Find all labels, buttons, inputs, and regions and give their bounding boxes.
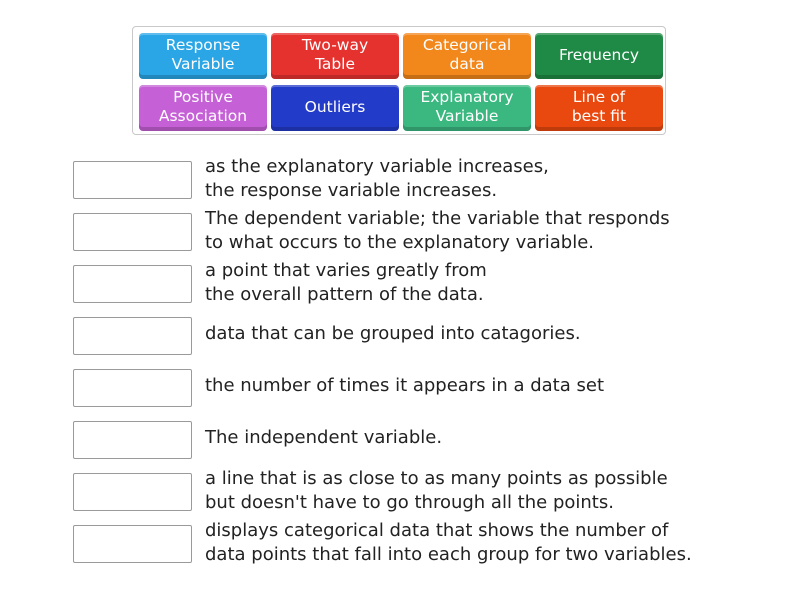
tile-response-variable[interactable]: Response Variable	[139, 33, 267, 79]
definition-4: data that can be grouped into catagories.	[205, 323, 581, 344]
tile-categorical-data[interactable]: Categorical data	[403, 33, 531, 79]
drop-zone-7[interactable]	[73, 473, 192, 511]
definition-6: The independent variable.	[205, 427, 443, 448]
definition-8: displays categorical data that shows the number of data points that fall into each group for two variables.	[205, 520, 692, 565]
drop-zone-3[interactable]	[73, 265, 192, 303]
drop-zone-8[interactable]	[73, 525, 192, 563]
tile-frequency[interactable]: Frequency	[535, 33, 663, 79]
tile-explanatory-variable[interactable]: Explanatory Variable	[403, 85, 531, 131]
tile-two-way-table[interactable]: Two-way Table	[271, 33, 399, 79]
definition-7: a line that is as close to as many points as possible but doesn't have to go through all the points.	[205, 468, 668, 513]
drop-zone-5[interactable]	[73, 369, 192, 407]
definition-1: as the explanatory variable increases, the response variable increases.	[205, 156, 549, 201]
definition-3: a point that varies greatly from the overall pattern of the data.	[205, 260, 487, 305]
definition-5: the number of times it appears in a data set	[205, 375, 604, 396]
answer-tile-tray	[132, 26, 666, 135]
tile-outliers[interactable]: Outliers	[271, 85, 399, 131]
drop-zone-1[interactable]	[73, 161, 192, 199]
drop-zone-2[interactable]	[73, 213, 192, 251]
tile-line-of-best-fit[interactable]: Line of best fit	[535, 85, 663, 131]
definition-2: The dependent variable; the variable that responds to what occurs to the explanatory variable.	[205, 208, 670, 253]
tile-positive-association[interactable]: Positive Association	[139, 85, 267, 131]
drop-zone-4[interactable]	[73, 317, 192, 355]
drop-zone-6[interactable]	[73, 421, 192, 459]
